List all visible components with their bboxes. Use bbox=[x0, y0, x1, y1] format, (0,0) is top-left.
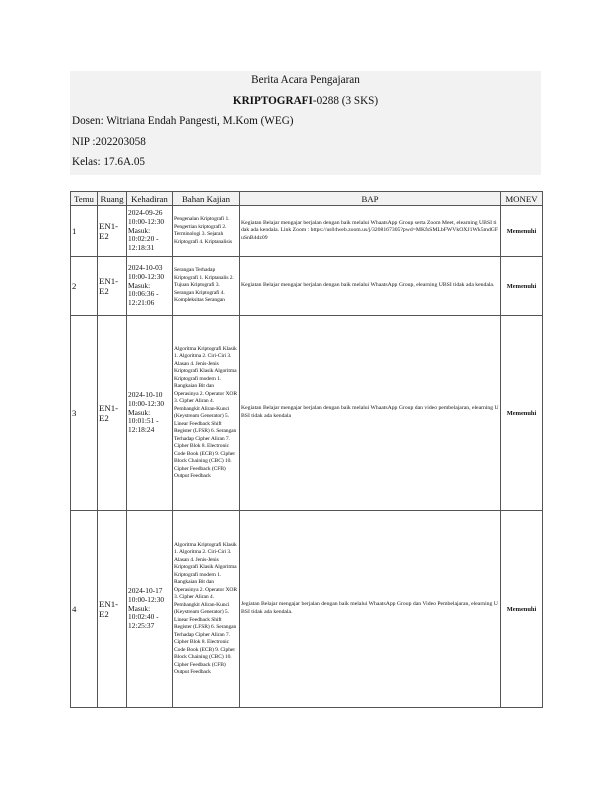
attendance-check-in: 10:06:36 - bbox=[128, 289, 159, 299]
attendance-masuk-label: Masuk: bbox=[128, 225, 151, 235]
attendance-check-in: 10:01:51 - bbox=[128, 416, 159, 426]
topic-cell: Pengenalan Kriptografi 1. Pengertian kriptografi 2. Terminologi 3. Sejarah Kriptografi 4. Kriptanalisis bbox=[173, 206, 240, 257]
topic-cell: Algoritma Kriptografi Klasik 1. Algoritma 2. Ciri-Ciri 3. Alasan 4. Jenis-Jenis Kriptografi Klasik Algoritma Kriptografi modern 1. Rangkaian Bit dan Operasinya 2. Operator XOR 3. Cipher Aliran 4. Pembangkit Aliran-Kunci (Keystream Generator) 5. Linear Feedback Shift Register (LFSR) 6. Serangan Terhadap Cipher Aliran 7. Cipher Blok 8. Electronic Code Book (ECB) 9. Cipher Block Chaining (CBC) 10. Cipher Feedback (CFB) Output Feedback bbox=[173, 316, 240, 511]
column-header-bap: BAP bbox=[240, 192, 501, 206]
lecturer-name: Dosen: Witriana Endah Pangesti, M.Kom (WEG) bbox=[72, 115, 294, 127]
attendance-check-out: 12:18:24 bbox=[128, 425, 155, 435]
topic-cell: Algoritma Kriptografi Klasik 1. Algoritma 2. Ciri-Ciri 3. Alasan 4. Jenis-Jenis Kriptografi Klasik Algoritma Kriptografi modern 1. Rangkaian Bit dan Operasinya 2. Operator XOR 3. Cipher Aliran 4. Pembangkit Aliran-Kunci (Keystream Generator) 5. Linear Feedback Shift Register (LFSR) 6. Serangan Terhadap Cipher Aliran 7. Cipher Blok 8. Electronic Code Book (ECB) 9. Cipher Block Chaining (CBC) 10. Cipher Feedback (CFB) Output Feedback bbox=[173, 511, 240, 708]
document-header bbox=[70, 71, 541, 175]
attendance-date: 2024-10-17 bbox=[128, 585, 163, 595]
teaching-record-table bbox=[70, 191, 543, 708]
attendance-masuk-label: Masuk: bbox=[128, 407, 151, 417]
room-cell: EN1-E2 bbox=[98, 511, 127, 708]
bap-cell: Kegiatan Belajar mengajar berjalan dengan baik melalui WhaatsApp Group, elearning UBSI tidak ada kendala. bbox=[240, 257, 501, 316]
attendance-check-out: 12:25:37 bbox=[128, 621, 155, 631]
attendance-masuk-label: Masuk: bbox=[128, 280, 151, 290]
table-header-row bbox=[71, 192, 543, 206]
monev-cell: Memenuhi bbox=[501, 316, 543, 511]
topic-cell: Serangan Terhadap Kriptografi 1. Kriptanalis 2. Tujuan Kriptografi 3. Serangan Kriptografi 4. Kompleksitas Serangan bbox=[173, 257, 240, 316]
row-number: 3 bbox=[71, 316, 98, 511]
course-title bbox=[70, 94, 541, 108]
attendance-schedule: 10:00-12:30 bbox=[128, 271, 165, 281]
attendance-date: 2024-09-26 bbox=[128, 207, 163, 217]
monev-cell: Memenuhi bbox=[501, 257, 543, 316]
lecturer-nip: NIP :202203058 bbox=[72, 136, 146, 148]
column-header-ruang: Ruang bbox=[98, 192, 127, 206]
bap-cell: Kegiatan Belajar mengajar berjalan dengan baik melalui WhaatsApp Group dan video pembelajaran, elearning UBSI tidak ada kendala bbox=[240, 316, 501, 511]
table-row bbox=[71, 206, 543, 257]
attendance-schedule: 10:00-12:30 bbox=[128, 398, 165, 408]
course-code: -0288 (3 SKS) bbox=[312, 95, 379, 107]
column-header-bahan-kajian: Bahan Kajian bbox=[173, 192, 240, 206]
attendance-date: 2024-10-03 bbox=[128, 262, 163, 272]
attendance-schedule: 10:00-12:30 bbox=[128, 594, 165, 604]
row-number: 1 bbox=[71, 206, 98, 257]
attendance-check-out: 12:18:31 bbox=[128, 243, 155, 253]
column-header-kehadiran: Kehadiran bbox=[127, 192, 173, 206]
attendance-cell bbox=[127, 511, 173, 708]
bap-cell: Jegiatan Belajar mengajar berjalan dengan baik melalui WhaatsApp Group dan Video Pembelajaran, elearning UBSI tidak ada kendala. bbox=[240, 511, 501, 708]
attendance-check-out: 12:21:06 bbox=[128, 298, 155, 308]
room-cell: EN1-E2 bbox=[98, 257, 127, 316]
attendance-cell bbox=[127, 257, 173, 316]
bap-cell: Kegiatan Belajar mengajar berjalan dengan baik melalui WhaatsApp Group serta Zoom Meet, elearning UBSI tidak ada kendala. Link Zoom : https://us04web.zoom.us/j/3208167305?pwd=MKfsSMLbFWVkOXJ1Wk5mdGFuSnB4dz09 bbox=[240, 206, 501, 257]
row-number: 4 bbox=[71, 511, 98, 708]
monev-cell: Memenuhi bbox=[501, 511, 543, 708]
column-header-temu: Temu bbox=[71, 192, 98, 206]
attendance-cell bbox=[127, 316, 173, 511]
attendance-masuk-label: Masuk: bbox=[128, 603, 151, 613]
attendance-check-in: 10:02:20 - bbox=[128, 234, 159, 244]
room-cell: EN1-E2 bbox=[98, 316, 127, 511]
monev-cell: Memenuhi bbox=[501, 206, 543, 257]
attendance-date: 2024-10-10 bbox=[128, 389, 163, 399]
table-row bbox=[71, 511, 543, 708]
table-row bbox=[71, 316, 543, 511]
attendance-check-in: 10:02:40 - bbox=[128, 612, 159, 622]
row-number: 2 bbox=[71, 257, 98, 316]
table-row bbox=[71, 257, 543, 316]
column-header-monev: MONEV bbox=[501, 192, 543, 206]
room-cell: EN1-E2 bbox=[98, 206, 127, 257]
document-title: Berita Acara Pengajaran bbox=[251, 74, 360, 86]
attendance-cell bbox=[127, 206, 173, 257]
class-code: Kelas: 17.6A.05 bbox=[72, 156, 146, 168]
course-name: KRIPTOGRAFI bbox=[232, 95, 313, 107]
attendance-schedule: 10:00-12:30 bbox=[128, 216, 165, 226]
